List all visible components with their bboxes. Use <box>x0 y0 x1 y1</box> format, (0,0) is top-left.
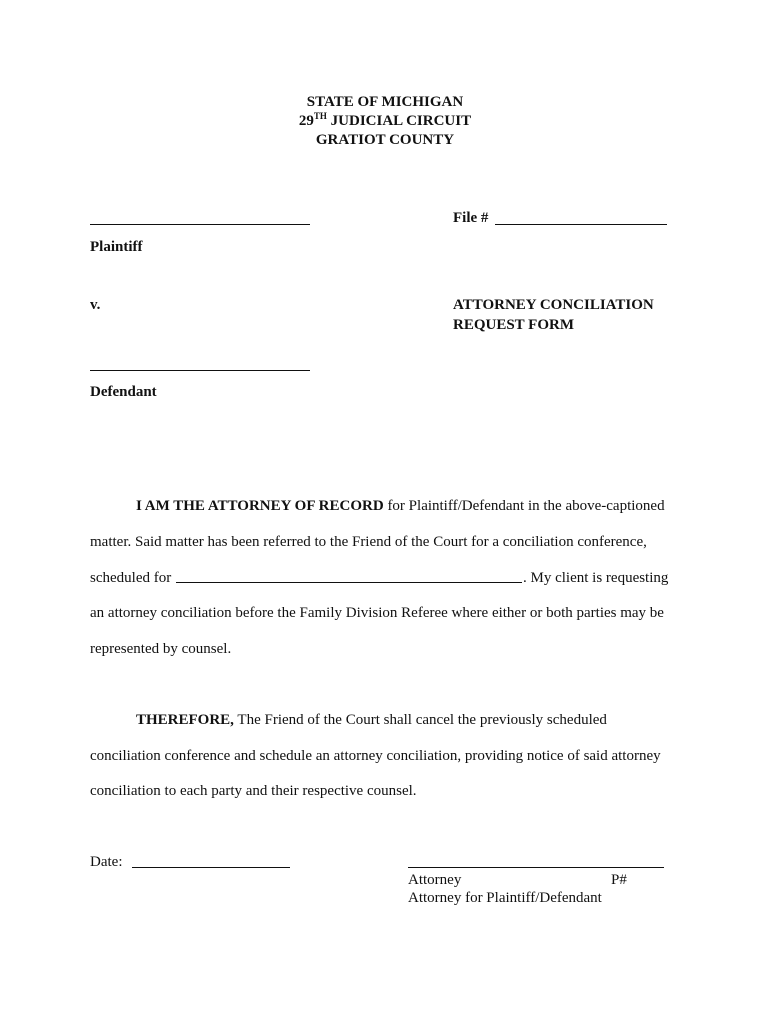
p-number-label: P# <box>611 872 627 888</box>
circuit-number: 29 <box>298 113 314 129</box>
attorney-signature-line[interactable] <box>408 867 664 868</box>
para1-line2: matter. Said matter has been referred to the Friend of the Court for a conciliation conference, <box>90 534 647 550</box>
plaintiff-label: Plaintiff <box>90 239 143 255</box>
para1-line1 <box>136 498 665 515</box>
file-number-line[interactable] <box>495 224 667 225</box>
date-label: Date: <box>90 854 123 870</box>
scheduled-date-line[interactable] <box>176 582 522 583</box>
para1-line3-end: . My client is requesting <box>523 570 669 586</box>
circuit-label: JUDICIAL CIRCUIT <box>326 113 472 129</box>
attorney-of-record-lead: I AM THE ATTORNEY OF RECORD <box>136 498 384 514</box>
versus-label: v. <box>90 297 101 313</box>
court-circuit-heading <box>0 113 770 130</box>
para2-line2: conciliation conference and schedule an attorney conciliation, providing notice of said attorney <box>90 748 661 764</box>
form-title-line1: ATTORNEY CONCILIATION <box>453 297 654 313</box>
form-title-line2: REQUEST FORM <box>453 317 574 333</box>
para2-line3: conciliation to each party and their respective counsel. <box>90 783 417 799</box>
para2-line1 <box>136 712 607 729</box>
file-number-label: File # <box>453 210 489 226</box>
para2-line1-rest: The Friend of the Court shall cancel the previously scheduled <box>233 712 607 728</box>
date-line[interactable] <box>132 867 290 868</box>
attorney-for-label: Attorney for Plaintiff/Defendant <box>408 890 602 906</box>
court-county-heading: GRATIOT COUNTY <box>315 132 455 148</box>
scheduled-for-label: scheduled for <box>90 570 172 586</box>
para1-line4: an attorney conciliation before the Family Division Referee where either or both parties may be <box>90 605 664 621</box>
para1-line1-rest: for Plaintiff/Defendant in the above-captioned <box>383 498 665 514</box>
court-state-heading: STATE OF MICHIGAN <box>306 94 464 110</box>
defendant-label: Defendant <box>90 384 157 400</box>
circuit-ordinal-suffix: TH <box>313 111 327 121</box>
defendant-name-line[interactable] <box>90 370 310 371</box>
therefore-lead: THEREFORE, <box>136 712 234 728</box>
plaintiff-name-line[interactable] <box>90 224 310 225</box>
attorney-label: Attorney <box>408 872 462 888</box>
para1-line5: represented by counsel. <box>90 641 232 657</box>
